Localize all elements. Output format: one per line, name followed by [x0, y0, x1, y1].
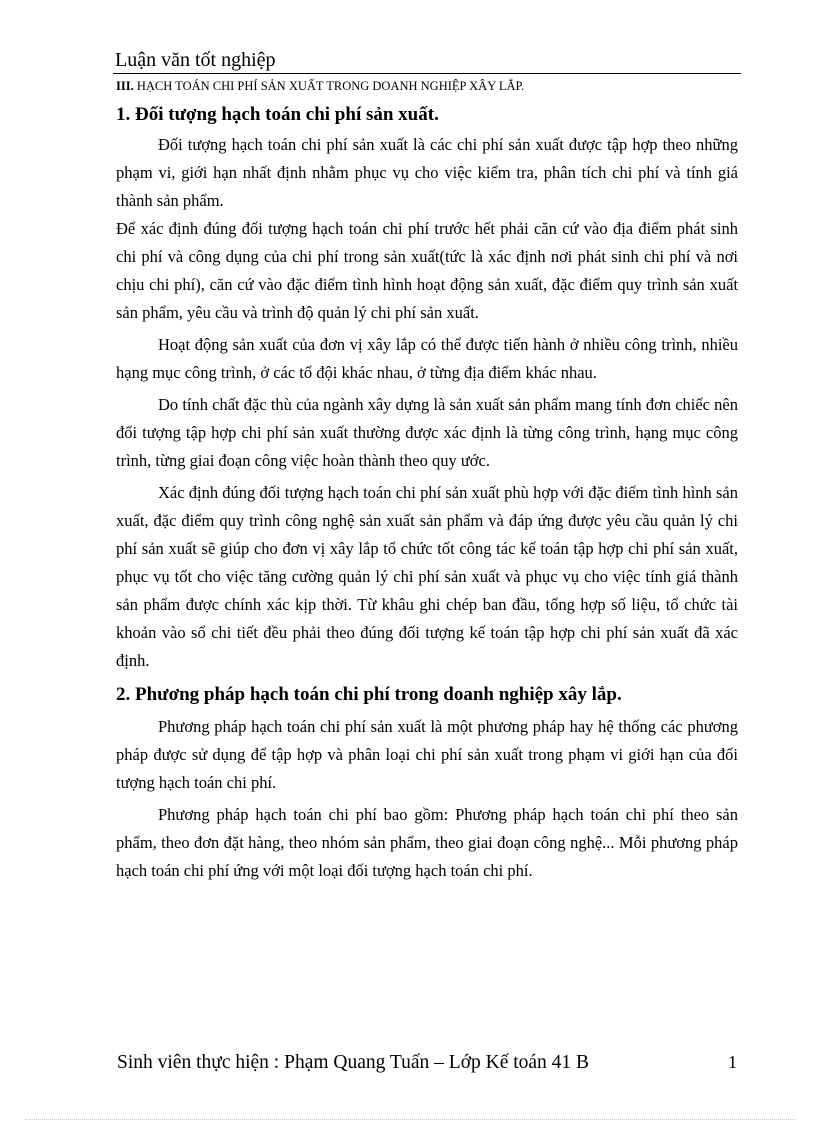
section-heading — [116, 77, 741, 95]
page-bottom-border — [25, 1119, 795, 1120]
header-divider — [113, 73, 741, 74]
subsection-1-heading: 1. Đối tượng hạch toán chi phí sản xuất. — [116, 104, 439, 125]
page-number: 1 — [728, 1052, 737, 1072]
running-header-title: Luận văn tốt nghiệp — [115, 49, 276, 71]
paragraph: Phương pháp hạch toán chi phí bao gồm: Phương pháp hạch toán chi phí theo sản phẩm, theo đơn đặt hàng, theo nhóm sản phẩm, theo giai đoạn công nghệ... Mỗi phương pháp hạch toán chi phí ứng với một loại đối tượng hạch toán chi phí. — [116, 805, 738, 880]
subsection-2-heading: 2. Phương pháp hạch toán chi phí trong doanh nghiệp xây lắp. — [116, 684, 622, 705]
footer-author-line: Sinh viên thực hiện : Phạm Quang Tuấn – Lớp Kế toán 41 B — [117, 1052, 590, 1073]
paragraph: Xác định đúng đối tượng hạch toán chi phí sản xuất phù hợp với đặc điểm tình hình sản xuất, đặc điểm quy trình công nghệ sản xuất sản phẩm và đáp ứng được yêu cầu quản lý chi phí sản xuất sẽ giúp cho đơn vị xây lắp tổ chức tốt công tác kế toán tập hợp chi phí sản xuất, phục vụ tốt cho việc tăng cường quản lý chi phí sản xuất và phục vụ cho việc tính giá thành sản phẩm được chính xác kịp thời. Từ khâu ghi chép ban đầu, tổng hợp số liệu, tổ chức tài khoản vào sổ chi tiết đều phải theo đúng đối tượng kế toán tập hợp chi phí sản xuất đã xác định. — [116, 483, 738, 670]
paragraph: Phương pháp hạch toán chi phí sản xuất là một phương pháp hay hệ thống các phương pháp được sử dụng để tập hợp và phân loại chi phí sản xuất trong phạm vi giới hạn của đối tượng hạch toán chi phí. — [116, 717, 738, 792]
paragraph: Để xác định đúng đối tượng hạch toán chi phí trước hết phải căn cứ vào địa điểm phát sinh chi phí và công dụng của chi phí trong sản xuất(tức là xác định nơi phát sinh chi phí và nơi chịu chi phí), căn cứ vào đặc điểm tình hình hoạt động sản xuất, đặc điểm quy trình sản xuất sản phẩm, yêu cầu và trình độ quản lý chi phí sản xuất. — [116, 219, 738, 322]
paragraph: Đối tượng hạch toán chi phí sản xuất là các chi phí sản xuất được tập hợp theo những phạm vi, giới hạn nhất định nhằm phục vụ cho việc kiểm tra, phân tích chi phí và tính giá thành sản phẩm. — [116, 135, 738, 210]
paragraph: Do tính chất đặc thù của ngành xây dựng là sản xuất sản phẩm mang tính đơn chiếc nên đối tượng tập hợp chi phí sản xuất thường được xác định là từng công trình, hạng mục công trình, từng giai đoạn công việc hoàn thành theo quy ước. — [116, 395, 738, 470]
section-title: HẠCH TOÁN CHI PHÍ SẢN XUẤT TRONG DOANH NGHIỆP XÂY LẮP. — [136, 79, 525, 93]
paragraph: Hoạt động sản xuất của đơn vị xây lắp có thể được tiến hành ở nhiều công trình, nhiều hạng mục công trình, ở các tổ đội khác nhau, ở từng địa điểm khác nhau. — [116, 335, 738, 382]
document-body — [116, 100, 738, 885]
section-number: III. — [116, 79, 134, 93]
